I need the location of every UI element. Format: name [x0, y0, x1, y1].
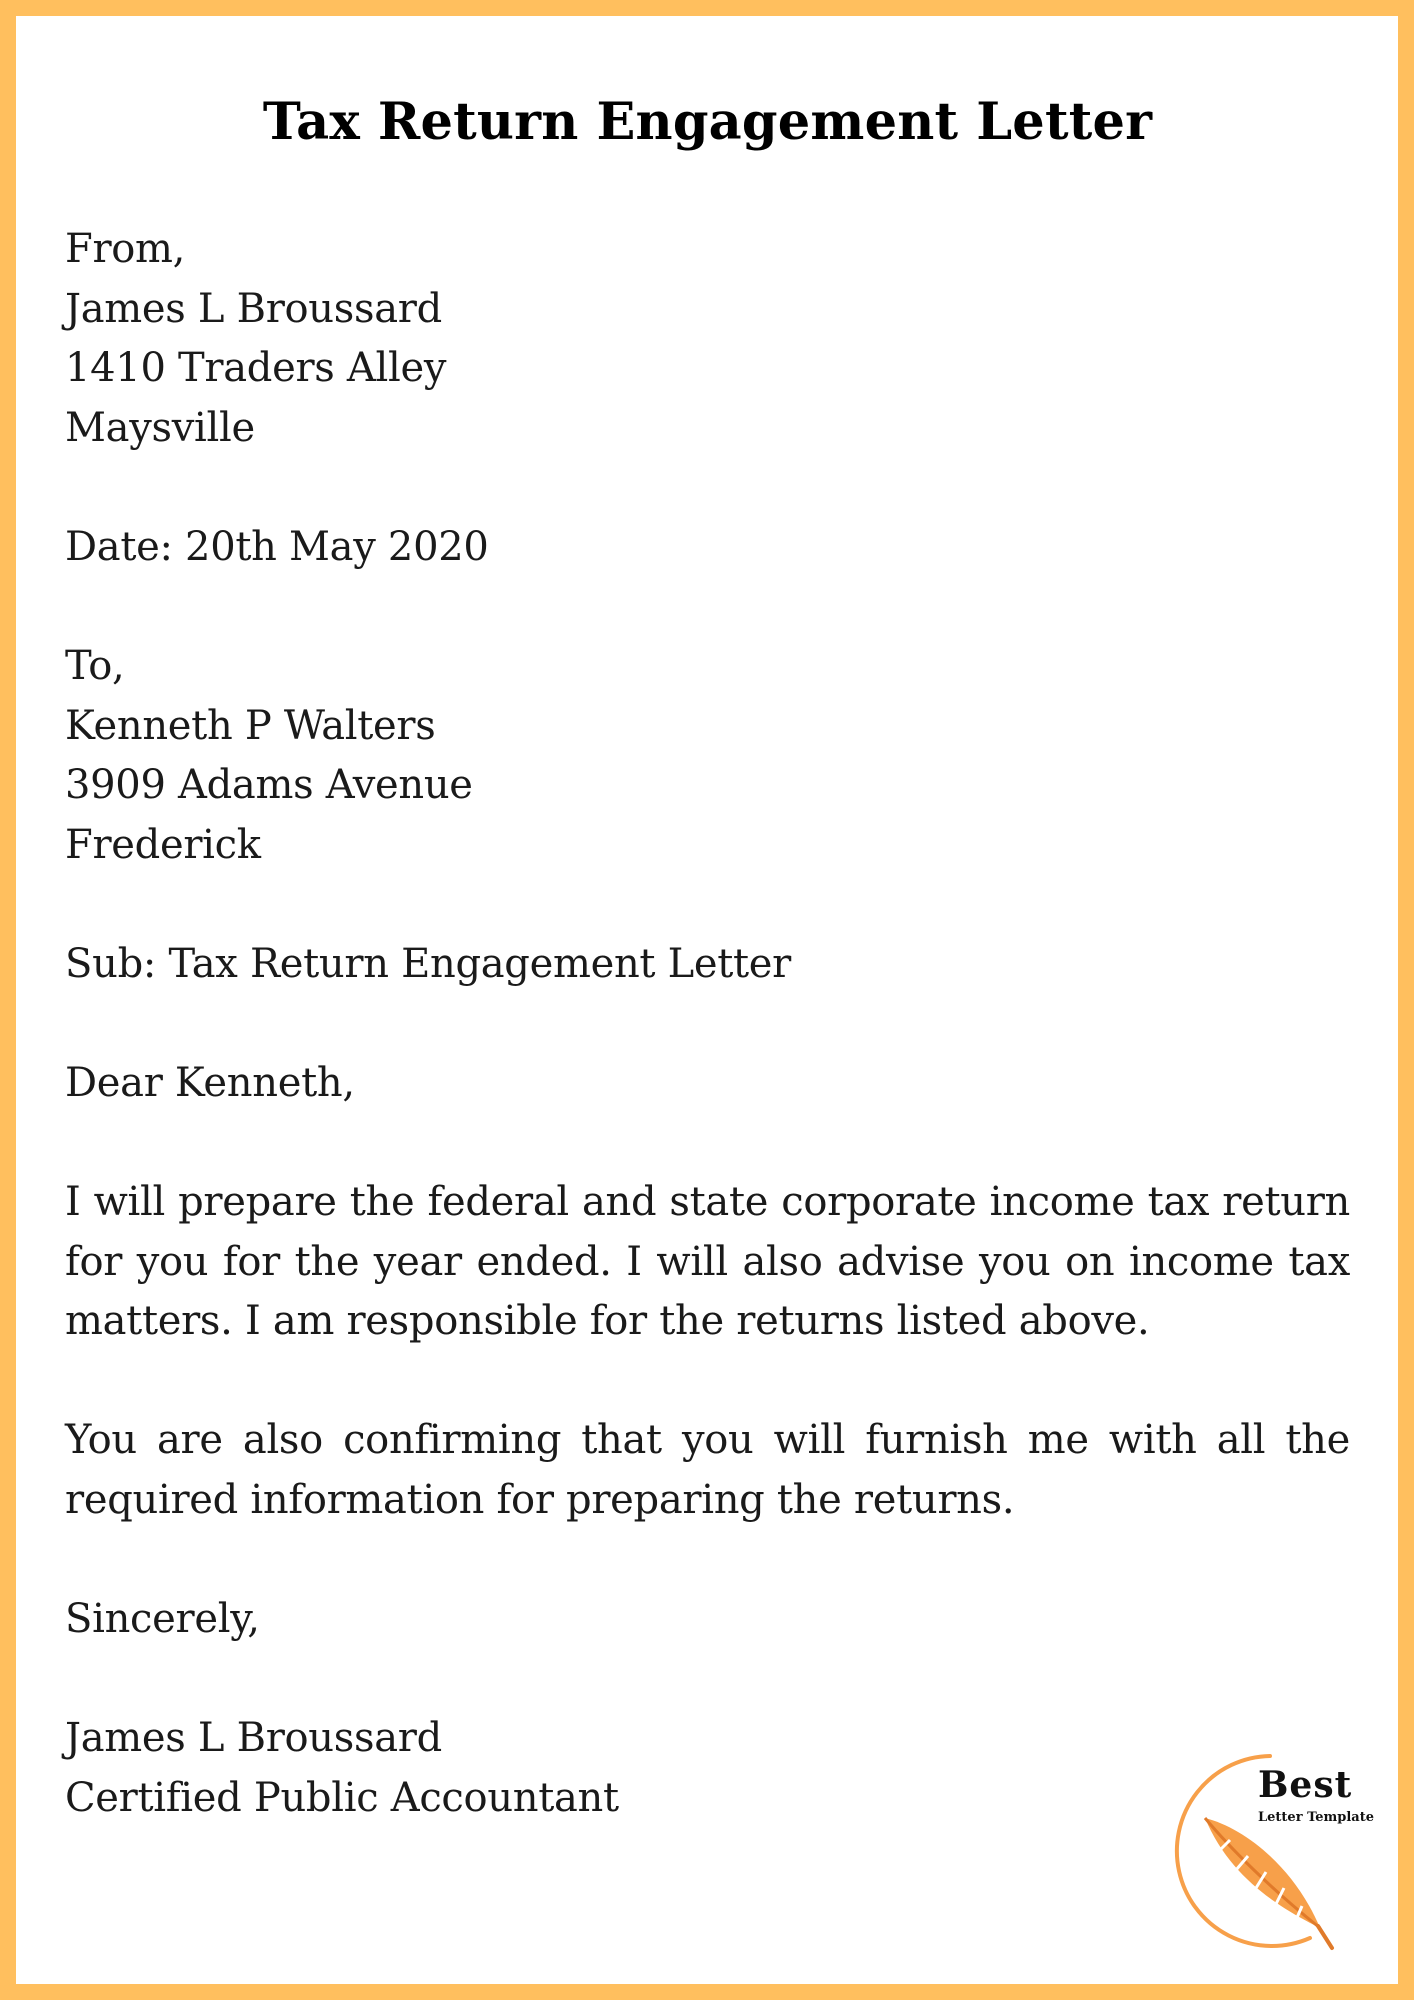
sender-address: 1410 Traders Alley: [65, 345, 447, 391]
salutation-block: [65, 1054, 1350, 1114]
brand-logo: [1160, 1748, 1390, 1953]
recipient-block: [65, 637, 1350, 875]
recipient-city: Frederick: [65, 821, 261, 868]
signature-name: James L Broussard: [65, 1715, 442, 1761]
letter-date: Date: 20th May 2020: [65, 524, 489, 570]
logo-word: Best: [1258, 1764, 1353, 1806]
date-block: [65, 518, 1350, 578]
signature-title: Certified Public Accountant: [65, 1774, 619, 1821]
logo-subtitle: Letter Template: [1258, 1810, 1375, 1825]
recipient-label: To,: [65, 643, 125, 689]
recipient-name: Kenneth P Walters: [65, 702, 436, 749]
body-paragraph-1: I will prepare the federal and state corporate income tax return for you for the year ended. I will also advise you on income tax matters. I am responsible for the returns listed above.: [65, 1179, 1350, 1344]
subject-block: [65, 935, 1350, 995]
body-paragraph-2: You are also confirming that you will furnish me with all the required information for preparing the returns.: [65, 1417, 1350, 1523]
closing: Sincerely,: [65, 1596, 260, 1642]
sender-block: [65, 220, 1350, 458]
closing-block: [65, 1590, 1350, 1650]
signature-block: [65, 1709, 1353, 1828]
sender-label: From,: [65, 226, 186, 272]
salutation: Dear Kenneth,: [65, 1060, 355, 1106]
sender-name: James L Broussard: [65, 285, 442, 332]
sender-city: Maysville: [65, 404, 255, 451]
letter-title: Tax Return Engagement Letter: [262, 92, 1153, 152]
letter-subject: Sub: Tax Return Engagement Letter: [65, 941, 791, 987]
recipient-address: 3909 Adams Avenue: [65, 762, 473, 808]
